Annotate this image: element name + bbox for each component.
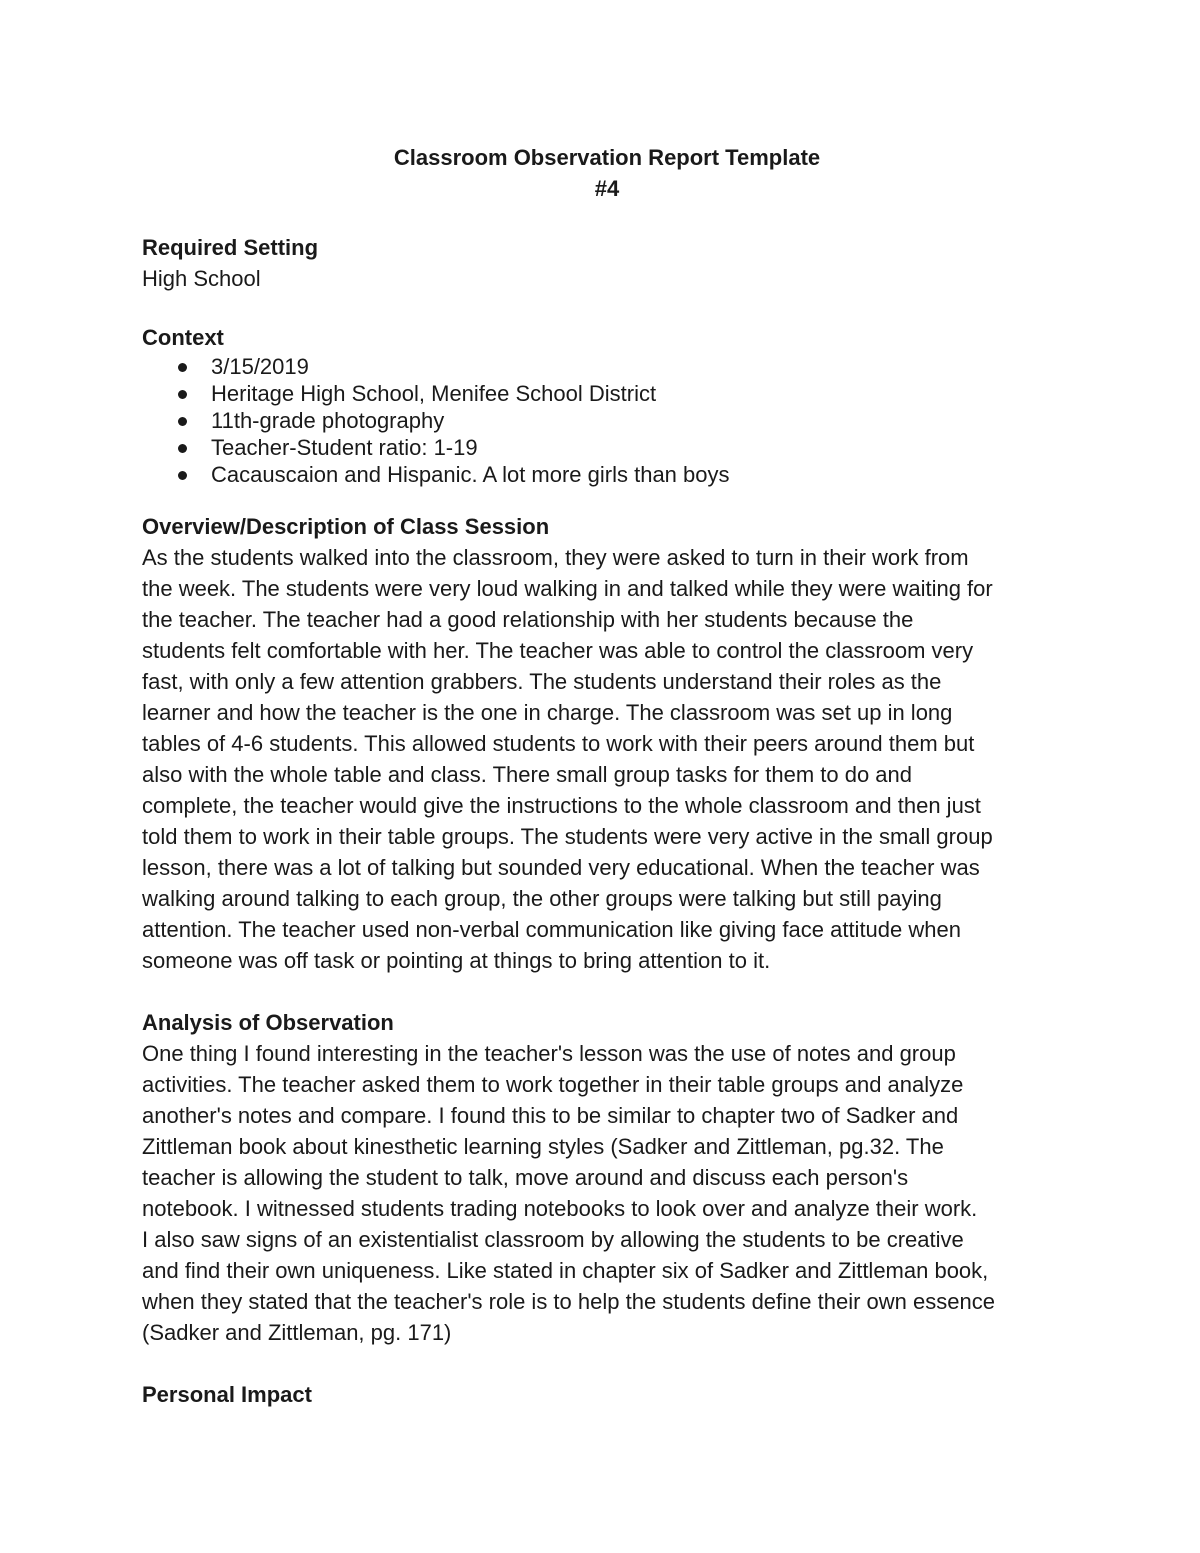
impact-heading: Personal Impact bbox=[142, 1382, 312, 1407]
analysis-body bbox=[142, 1038, 1072, 1348]
overview-line: the teacher. The teacher had a good relationship with her students because the bbox=[142, 607, 914, 632]
bullet-icon bbox=[178, 363, 187, 372]
overview-line: attention. The teacher used non-verbal communication like giving face attitude when bbox=[142, 917, 961, 942]
section-context bbox=[142, 322, 1072, 488]
overview-line: walking around talking to each group, the other groups were talking but still paying bbox=[142, 886, 942, 911]
setting-body: High School bbox=[142, 266, 261, 291]
analysis-line: (Sadker and Zittleman, pg. 171) bbox=[142, 1320, 452, 1345]
overview-line: As the students walked into the classroom, they were asked to turn in their work from bbox=[142, 545, 969, 570]
bullet-icon bbox=[178, 417, 187, 426]
overview-line: complete, the teacher would give the instructions to the whole classroom and then just bbox=[142, 793, 981, 818]
document-page bbox=[142, 142, 1072, 1410]
context-item bbox=[142, 434, 1072, 461]
overview-line: also with the whole table and class. There small group tasks for them to do and bbox=[142, 762, 913, 787]
context-item-text: Teacher-Student ratio: 1-19 bbox=[211, 435, 478, 460]
overview-line: lesson, there was a lot of talking but sounded very educational. When the teacher was bbox=[142, 855, 980, 880]
section-impact bbox=[142, 1379, 1072, 1410]
analysis-line: activities. The teacher asked them to work together in their table groups and analyze bbox=[142, 1072, 964, 1097]
document-subtitle: #4 bbox=[594, 176, 620, 201]
analysis-line: when they stated that the teacher's role is to help the students define their own essence bbox=[142, 1289, 995, 1314]
overview-line: fast, with only a few attention grabbers. The students understand their roles as the bbox=[142, 669, 942, 694]
context-item-text: Cacauscaion and Hispanic. A lot more girls than boys bbox=[211, 462, 730, 487]
context-item-text: 3/15/2019 bbox=[211, 354, 309, 379]
overview-heading: Overview/Description of Class Session bbox=[142, 514, 550, 539]
context-list bbox=[142, 353, 1072, 488]
analysis-line: and find their own uniqueness. Like stated in chapter six of Sadker and Zittleman book, bbox=[142, 1258, 989, 1283]
overview-body bbox=[142, 542, 1072, 976]
analysis-line: teacher is allowing the student to talk, move around and discuss each person's bbox=[142, 1165, 909, 1190]
bullet-icon bbox=[178, 471, 187, 480]
overview-line: the week. The students were very loud walking in and talked while they were waiting for bbox=[142, 576, 993, 601]
setting-heading: Required Setting bbox=[142, 235, 319, 260]
section-setting bbox=[142, 232, 1072, 294]
analysis-line: I also saw signs of an existentialist classroom by allowing the students to be creative bbox=[142, 1227, 964, 1252]
context-item bbox=[142, 407, 1072, 434]
analysis-line: notebook. I witnessed students trading notebooks to look over and analyze their work. bbox=[142, 1196, 978, 1221]
overview-line: learner and how the teacher is the one in charge. The classroom was set up in long bbox=[142, 700, 953, 725]
analysis-line: Zittleman book about kinesthetic learning styles (Sadker and Zittleman, pg.32. The bbox=[142, 1134, 944, 1159]
analysis-line: another's notes and compare. I found this to be similar to chapter two of Sadker and bbox=[142, 1103, 959, 1128]
context-item-text: Heritage High School, Menifee School District bbox=[211, 381, 657, 406]
overview-line: tables of 4-6 students. This allowed students to work with their peers around them but bbox=[142, 731, 975, 756]
context-heading: Context bbox=[142, 325, 224, 350]
overview-line: told them to work in their table groups. The students were very active in the small group bbox=[142, 824, 993, 849]
bullet-icon bbox=[178, 444, 187, 453]
context-item-text: 11th-grade photography bbox=[211, 408, 445, 433]
context-item bbox=[142, 353, 1072, 380]
analysis-line: One thing I found interesting in the teacher's lesson was the use of notes and group bbox=[142, 1041, 956, 1066]
overview-line: students felt comfortable with her. The teacher was able to control the classroom very bbox=[142, 638, 974, 663]
analysis-heading: Analysis of Observation bbox=[142, 1010, 394, 1035]
context-item bbox=[142, 461, 1072, 488]
overview-line: someone was off task or pointing at things to bring attention to it. bbox=[142, 948, 771, 973]
section-analysis bbox=[142, 1007, 1072, 1348]
bullet-icon bbox=[178, 390, 187, 399]
section-overview bbox=[142, 511, 1072, 976]
document-title: Classroom Observation Report Template bbox=[393, 145, 821, 170]
context-item bbox=[142, 380, 1072, 407]
